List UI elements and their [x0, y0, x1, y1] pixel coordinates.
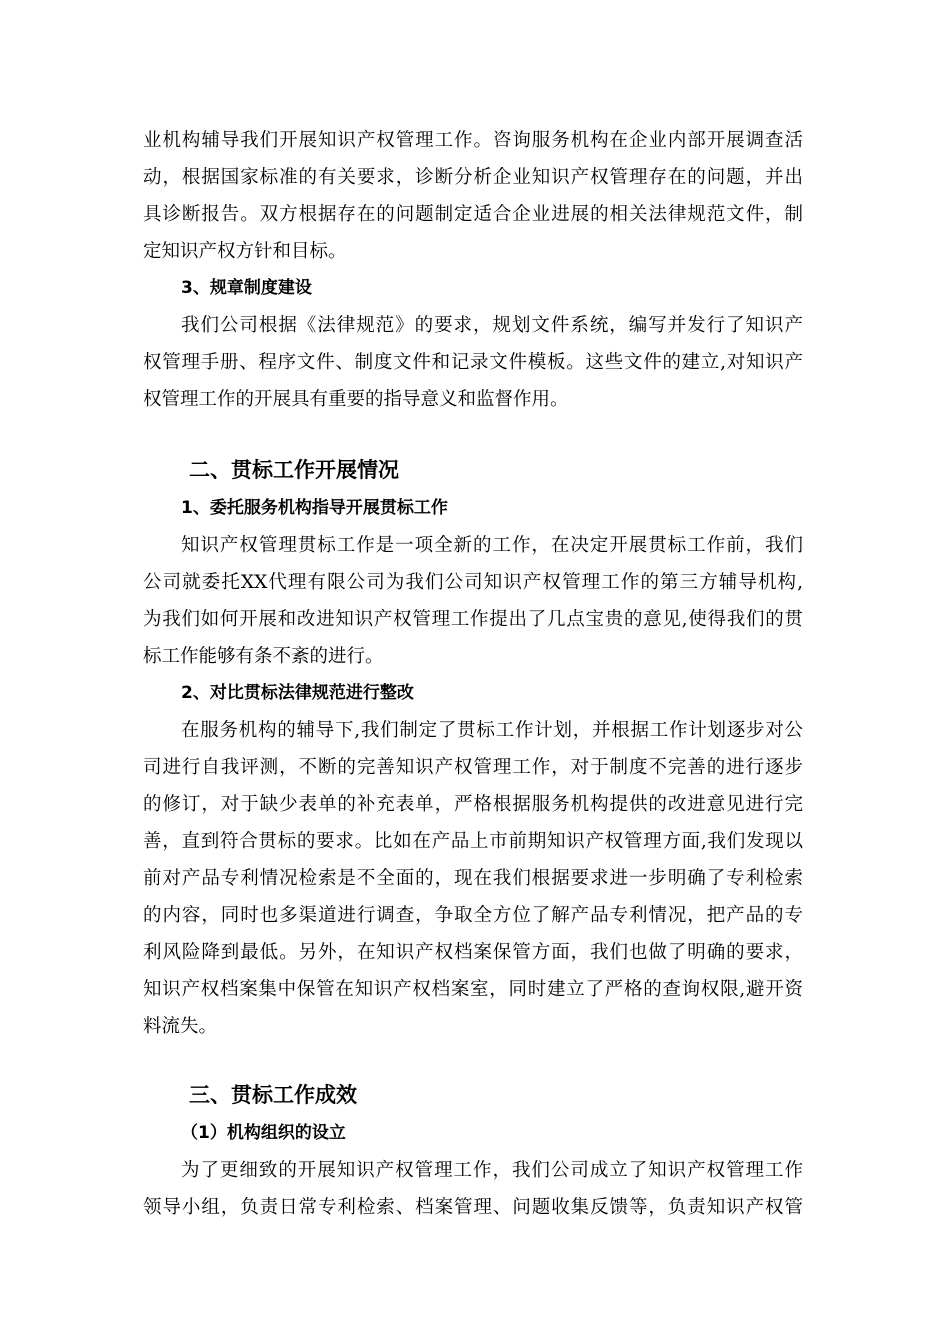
intro-paragraph: [143, 122, 803, 270]
paragraph-organization: [143, 1152, 803, 1226]
text-line: 领导小组，负责日常专利检索、档案管理、问题收集反馈等，负责知识产权管: [143, 1197, 803, 1218]
text-line: 权管理手册、程序文件、制度文件和记录文件模板。这些文件的建立,对知识产: [143, 352, 803, 373]
document-page: [143, 122, 803, 1226]
section-heading-2: 二、贯标工作开展情况: [189, 458, 399, 482]
text-line: 为了更细致的开展知识产权管理工作，我们公司成立了知识产权管理工作: [181, 1160, 803, 1181]
text-line: 利风险降到最低。另外，在知识产权档案保管方面，我们也做了明确的要求，: [143, 942, 803, 963]
paragraph-rectification: [143, 712, 803, 1045]
text-line: 业机构辅导我们开展知识产权管理工作。咨询服务机构在企业内部开展调查活: [143, 130, 803, 151]
text-line: 知识产权档案集中保管在知识产权档案室，同时建立了严格的查询权限,避开资: [143, 979, 803, 1000]
text-line: 动，根据国家标准的有关要求，诊断分析企业知识产权管理存在的问题，并出: [143, 167, 803, 188]
text-line: 权管理工作的开展具有重要的指导意义和监督作用。: [143, 389, 569, 410]
text-line: 前对产品专利情况检索是不全面的，现在我们根据要求进一步明确了专利检索: [143, 868, 803, 889]
subheading-rectification: 2、对比贯标法律规范进行整改: [181, 683, 414, 703]
subheading-organization: （1）机构组织的设立: [181, 1123, 346, 1143]
text-line: 司进行自我评测，不断的完善知识产权管理工作，对于制度不完善的进行逐步: [143, 757, 803, 778]
text-line: 善，直到符合贯标的要求。比如在产品上市前期知识产权管理方面,我们发现以: [143, 831, 803, 852]
text-line: 的修订，对于缺少表单的补充表单，严格根据服务机构提供的改进意见进行完: [143, 794, 803, 815]
text-line: 为我们如何开展和改进知识产权管理工作提出了几点宝贵的意见,使得我们的贯: [143, 609, 803, 630]
text-line: 料流失。: [143, 1016, 218, 1037]
paragraph-entrust-agency: [143, 527, 803, 675]
text-line: 我们公司根据《法律规范》的要求，规划文件系统，编写并发行了知识产: [181, 315, 803, 336]
section-heading-3: 三、贯标工作成效: [189, 1083, 357, 1107]
subheading-entrust-agency: 1、委托服务机构指导开展贯标工作: [181, 498, 448, 518]
text-line: 在服务机构的辅导下,我们制定了贯标工作计划，并根据工作计划逐步对公: [181, 720, 803, 741]
text-line: 的内容，同时也多渠道进行调查，争取全方位了解产品专利情况，把产品的专: [143, 905, 803, 926]
text-line: 知识产权管理贯标工作是一项全新的工作，在决定开展贯标工作前，我们: [181, 535, 803, 556]
text-line: 定知识产权方针和目标。: [143, 241, 347, 262]
paragraph-rules-system: [143, 307, 803, 418]
text-line: 具诊断报告。双方根据存在的问题制定适合企业进展的相关法律规范文件，制: [143, 204, 803, 225]
text-line: 标工作能够有条不紊的进行。: [143, 646, 384, 667]
text-line: 公司就委托XX代理有限公司为我们公司知识产权管理工作的第三方辅导机构,: [143, 572, 803, 593]
subheading-rules-system: 3、规章制度建设: [181, 278, 312, 298]
